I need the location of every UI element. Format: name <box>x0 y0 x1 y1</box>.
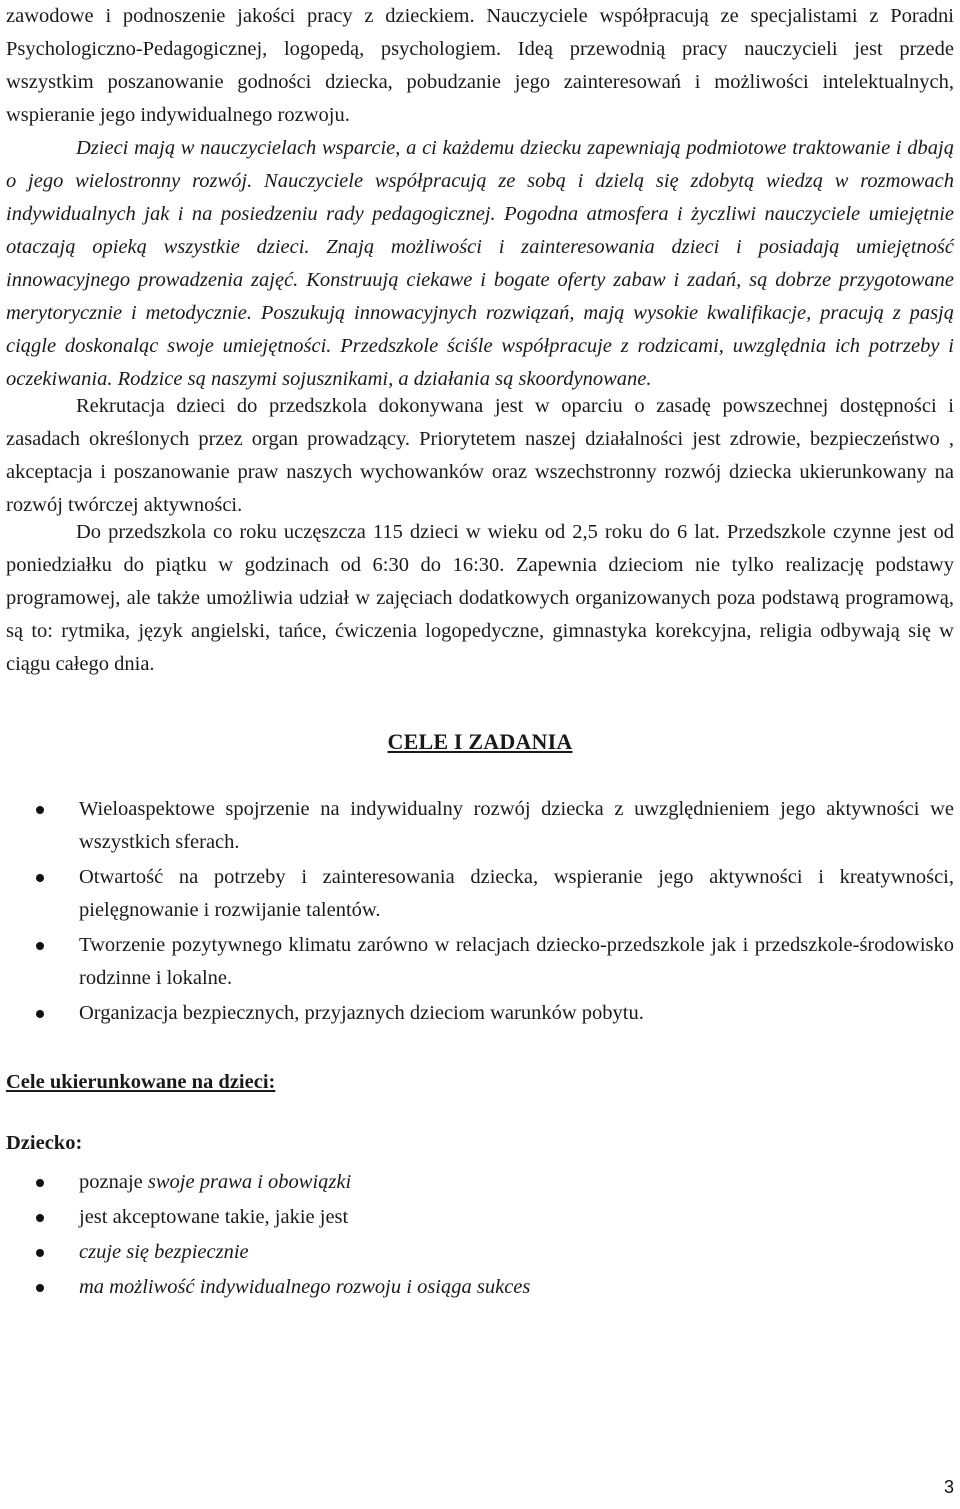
list-item <box>6 997 954 1030</box>
document-page <box>6 0 954 1306</box>
bullet-icon <box>36 806 44 814</box>
page-number: 3 <box>943 1477 954 1497</box>
goals-list <box>6 793 954 1030</box>
section-heading-goals: CELE I ZADANIA <box>387 729 573 754</box>
list-item-text: Tworzenie pozytywnego klimatu zarówno w relacjach dziecko-przedszkole jak i przedszkole-środowisko rodzinne i lokalne. <box>79 934 954 989</box>
bullet-icon <box>36 942 44 950</box>
list-item <box>6 1166 954 1199</box>
list-item <box>6 793 954 859</box>
list-item-text: Wieloaspektowe spojrzenie na indywidualny rozwój dziecka z uwzględnieniem jego aktywności we wszystkich sferach. <box>79 798 954 853</box>
list-item <box>6 929 954 995</box>
bullet-icon <box>36 1284 44 1292</box>
list-item <box>6 861 954 927</box>
bullet-icon <box>36 1249 44 1257</box>
child-goals-list <box>6 1166 954 1304</box>
list-item-italic: swoje prawa i obowiązki <box>147 1171 352 1193</box>
paragraph-teachers-cooperation: zawodowe i podnoszenie jakości pracy z dzieckiem. Nauczyciele współpracują ze specjalistami z Poradni Psychologiczno-Pedagogicznej, logopedą, psychologiem. Ideą przewodnią pracy nauczycieli jest przede wszystkim poszanowanie godności dziecka, pobudzanie jego zainteresowań i możliwości intelektualnych, wspieranie jego indywidualnego rozwoju. <box>6 5 954 126</box>
paragraph-attendance: Do przedszkola co roku uczęszcza 115 dzieci w wieku od 2,5 roku do 6 lat. Przedszkole czynne jest od poniedziałku do piątku w godzinach od 6:30 do 16:30. Zapewnia dzieciom nie tylko realizację podstawy programowej, ale także umożliwia udział w zajęciach dodatkowych organizowanych poza podstawą programową, są to: rytmika, język angielski, tańce, ćwiczenia logopedyczne, gimnastyka korekcyjna, religia odbywają się w ciągu całego dnia. <box>6 521 954 675</box>
list-item-plain: poznaje <box>79 1171 148 1193</box>
section-heading-child-goals: Cele ukierunkowane na dzieci: <box>6 1071 276 1093</box>
list-item-plain: jest akceptowane takie, jakie jest <box>79 1206 349 1228</box>
list-item-text: Organizacja bezpiecznych, przyjaznych dzieciom warunków pobytu. <box>79 1002 644 1024</box>
list-item <box>6 1201 954 1234</box>
list-item <box>6 1236 954 1269</box>
list-item-italic: czuje się bezpiecznie <box>79 1241 249 1263</box>
child-label: Dziecko: <box>6 1132 83 1154</box>
bullet-icon <box>36 874 44 882</box>
list-item-italic: ma możliwość indywidualnego rozwoju i osiąga sukces <box>79 1276 531 1298</box>
bullet-icon <box>36 1179 44 1187</box>
paragraph-recruitment: Rekrutacja dzieci do przedszkola dokonywana jest w oparciu o zasadę powszechnej dostępności i zasadach określonych przez organ prowadzący. Priorytetem naszej działalności jest zdrowie, bezpieczeństwo , akceptacja i poszanowanie praw naszych wychowanków oraz wszechstronny rozwój dziecka ukierunkowany na rozwój twórczej aktywności. <box>6 395 954 516</box>
list-item-text: Otwartość na potrzeby i zainteresowania dziecka, wspieranie jego aktywności i kreatywności, pielęgnowanie i rozwijanie talentów. <box>79 866 954 921</box>
bullet-icon <box>36 1214 44 1222</box>
paragraph-teachers-support: Dzieci mają w nauczycielach wsparcie, a ci każdemu dziecku zapewniają podmiotowe traktowanie i dbają o jego wielostronny rozwój. Nauczyciele współpracują ze sobą i dzielą się zdobytą wiedzą w rozmowach indywidualnych jak i na posiedzeniu rady pedagogicznej. Pogodna atmosfera i życzliwi nauczyciele umiejętnie otaczają opieką wszystkie dzieci. Znają możliwości i zainteresowania dzieci i posiadają umiejętność innowacyjnego prowadzenia zajęć. Konstruują ciekawe i bogate oferty zabaw i zadań, są dobrze przygotowane merytorycznie i metodycznie. Poszukują innowacyjnych rozwiązań, mają wysokie kwalifikacje, pracują z pasją ciągle doskonaląc swoje umiejętności. Przedszkole ściśle współpracuje z rodzicami, uwzględnia ich potrzeby i oczekiwania. Rodzice są naszymi sojusznikami, a działania są skoordynowane. <box>6 137 954 390</box>
bullet-icon <box>36 1010 44 1018</box>
list-item <box>6 1271 954 1304</box>
